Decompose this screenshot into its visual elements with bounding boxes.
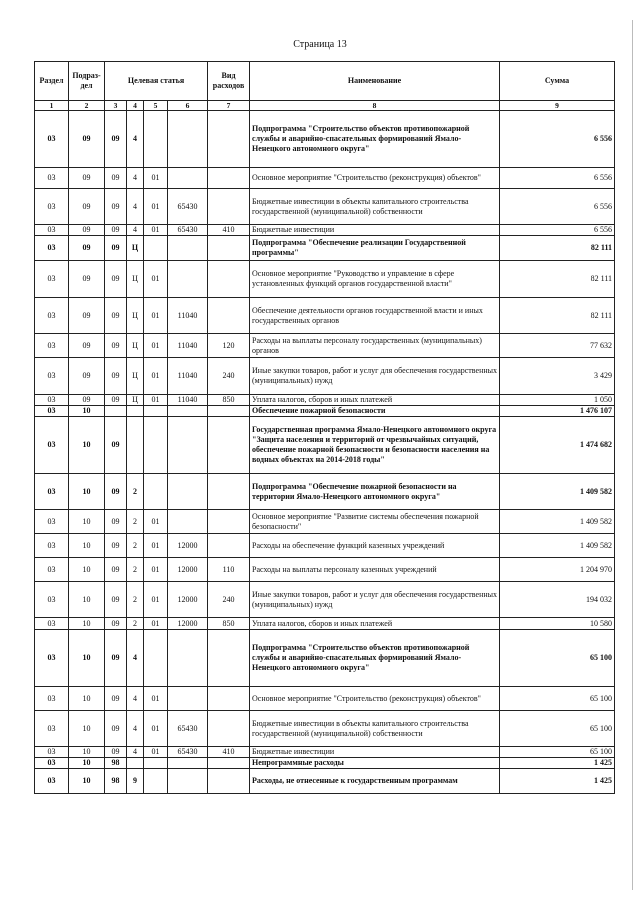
row-name-cell: Основное мероприятие "Развитие системы обеспечения пожарной безопасности"	[250, 510, 500, 534]
row-subsection-cell: 09	[69, 298, 105, 334]
row-section-cell: 03	[35, 334, 69, 358]
row-target-code-4: 12000	[168, 558, 208, 582]
row-target-code-4: 65430	[168, 747, 208, 758]
row-target-code-3	[144, 406, 168, 417]
row-section-cell: 03	[35, 758, 69, 769]
row-sum-cell: 6 556	[500, 189, 615, 225]
row-target-code-3: 01	[144, 358, 168, 395]
table-row	[35, 189, 615, 225]
table-row	[35, 558, 615, 582]
row-name-cell: Основное мероприятие "Строительство (реконструкция) объектов"	[250, 168, 500, 189]
row-expense-type-cell	[208, 758, 250, 769]
table-row	[35, 417, 615, 474]
row-name-cell: Расходы на выплаты персоналу государственных (муниципальных) органов	[250, 334, 500, 358]
column-number: 3	[105, 101, 127, 111]
column-number: 2	[69, 101, 105, 111]
column-number: 6	[168, 101, 208, 111]
row-target-code-2: 2	[127, 558, 144, 582]
table-row	[35, 687, 615, 711]
row-section-cell: 03	[35, 618, 69, 630]
header-name: Наименование	[250, 62, 500, 101]
row-target-code-1: 09	[105, 534, 127, 558]
row-name-cell: Основное мероприятие "Руководство и управление в сфере установленных функций органов государственной власти"	[250, 261, 500, 298]
row-sum-cell: 65 100	[500, 747, 615, 758]
row-target-code-2: Ц	[127, 261, 144, 298]
row-sum-cell: 6 556	[500, 168, 615, 189]
row-target-code-2	[127, 406, 144, 417]
table-row	[35, 236, 615, 261]
row-name-cell: Иные закупки товаров, работ и услуг для обеспечения государственных (муниципальных) нужд	[250, 358, 500, 395]
row-target-code-3	[144, 417, 168, 474]
row-subsection-cell: 10	[69, 687, 105, 711]
row-sum-cell: 1 409 582	[500, 474, 615, 510]
row-target-code-3	[144, 630, 168, 687]
row-target-code-4: 11040	[168, 298, 208, 334]
row-sum-cell: 1 476 107	[500, 406, 615, 417]
table-row	[35, 534, 615, 558]
row-subsection-cell: 10	[69, 618, 105, 630]
row-target-code-3: 01	[144, 711, 168, 747]
table-row	[35, 261, 615, 298]
scan-edge-line	[632, 20, 633, 890]
row-name-cell: Бюджетные инвестиции	[250, 747, 500, 758]
row-name-cell: Государственная программа Ямало-Ненецкого автономного округа "Защита населения и территорий от чрезвычайных ситуаций, обеспечение пожарной безопасности и безопасности населения на водных объектах на 2014-2018 годы"	[250, 417, 500, 474]
row-section-cell: 03	[35, 769, 69, 794]
row-target-code-4	[168, 687, 208, 711]
table-row	[35, 406, 615, 417]
header-expense-type: Вид расходов	[208, 62, 250, 101]
row-target-code-2: Ц	[127, 298, 144, 334]
row-sum-cell: 3 429	[500, 358, 615, 395]
row-expense-type-cell	[208, 168, 250, 189]
row-expense-type-cell	[208, 711, 250, 747]
row-target-code-4	[168, 630, 208, 687]
row-target-code-4: 12000	[168, 618, 208, 630]
row-expense-type-cell	[208, 406, 250, 417]
table-row	[35, 358, 615, 395]
row-subsection-cell: 09	[69, 334, 105, 358]
table-row	[35, 711, 615, 747]
row-sum-cell: 10 580	[500, 618, 615, 630]
row-target-code-3	[144, 769, 168, 794]
row-target-code-1: 98	[105, 758, 127, 769]
row-sum-cell: 82 111	[500, 261, 615, 298]
row-target-code-4	[168, 417, 208, 474]
column-number: 1	[35, 101, 69, 111]
row-expense-type-cell: 410	[208, 747, 250, 758]
table-row	[35, 618, 615, 630]
table-row	[35, 510, 615, 534]
row-sum-cell: 1 425	[500, 769, 615, 794]
row-target-code-4: 65430	[168, 189, 208, 225]
row-expense-type-cell	[208, 510, 250, 534]
row-subsection-cell: 10	[69, 758, 105, 769]
row-target-code-1: 98	[105, 769, 127, 794]
row-sum-cell: 65 100	[500, 630, 615, 687]
row-target-code-3	[144, 236, 168, 261]
row-sum-cell: 1 409 582	[500, 534, 615, 558]
row-target-code-2: Ц	[127, 236, 144, 261]
row-target-code-4	[168, 758, 208, 769]
row-expense-type-cell	[208, 687, 250, 711]
row-subsection-cell: 10	[69, 630, 105, 687]
row-expense-type-cell	[208, 189, 250, 225]
row-name-cell: Бюджетные инвестиции в объекты капитального строительства государственной (муниципальной) собственности	[250, 711, 500, 747]
row-sum-cell: 194 032	[500, 582, 615, 618]
row-sum-cell: 82 111	[500, 298, 615, 334]
row-expense-type-cell: 240	[208, 358, 250, 395]
column-number: 9	[500, 101, 615, 111]
row-target-code-2: 4	[127, 189, 144, 225]
table-body	[35, 111, 615, 794]
row-name-cell: Подпрограмма "Строительство объектов противопожарной службы и аварийно-спасательных формирований Ямало-Ненецкого автономного округа"	[250, 111, 500, 168]
row-section-cell: 03	[35, 395, 69, 406]
row-section-cell: 03	[35, 417, 69, 474]
row-target-code-1: 09	[105, 168, 127, 189]
row-target-code-2: 4	[127, 630, 144, 687]
row-expense-type-cell	[208, 534, 250, 558]
row-sum-cell: 1 474 682	[500, 417, 615, 474]
row-target-code-3: 01	[144, 189, 168, 225]
row-target-code-1: 09	[105, 261, 127, 298]
row-target-code-1: 09	[105, 582, 127, 618]
row-section-cell: 03	[35, 510, 69, 534]
row-target-code-1: 09	[105, 474, 127, 510]
row-target-code-3: 01	[144, 261, 168, 298]
row-sum-cell: 6 556	[500, 225, 615, 236]
row-name-cell: Подпрограмма "Обеспечение пожарной безопасности на территории Ямало-Ненецкого автономного округа"	[250, 474, 500, 510]
row-target-code-1: 09	[105, 558, 127, 582]
row-target-code-1: 09	[105, 711, 127, 747]
row-target-code-1: 09	[105, 334, 127, 358]
row-section-cell: 03	[35, 225, 69, 236]
row-target-code-4: 65430	[168, 225, 208, 236]
row-target-code-3: 01	[144, 298, 168, 334]
row-target-code-4: 12000	[168, 534, 208, 558]
table-row	[35, 111, 615, 168]
table-row	[35, 758, 615, 769]
row-target-code-2: 2	[127, 510, 144, 534]
table-header-row	[35, 62, 615, 101]
row-target-code-2: 9	[127, 769, 144, 794]
row-expense-type-cell: 120	[208, 334, 250, 358]
row-target-code-4	[168, 168, 208, 189]
row-expense-type-cell	[208, 261, 250, 298]
row-name-cell: Расходы на обеспечение функций казенных учреждений	[250, 534, 500, 558]
row-target-code-1: 09	[105, 687, 127, 711]
row-target-code-3	[144, 474, 168, 510]
row-sum-cell: 1 050	[500, 395, 615, 406]
table-row	[35, 168, 615, 189]
row-expense-type-cell	[208, 417, 250, 474]
row-subsection-cell: 09	[69, 261, 105, 298]
row-target-code-1: 09	[105, 189, 127, 225]
row-target-code-3: 01	[144, 582, 168, 618]
row-sum-cell: 1 409 582	[500, 510, 615, 534]
row-target-code-2: 4	[127, 711, 144, 747]
row-subsection-cell: 10	[69, 747, 105, 758]
row-section-cell: 03	[35, 534, 69, 558]
column-number: 4	[127, 101, 144, 111]
column-number: 8	[250, 101, 500, 111]
row-target-code-4	[168, 236, 208, 261]
row-target-code-1: 09	[105, 358, 127, 395]
table-row	[35, 225, 615, 236]
row-name-cell: Основное мероприятие "Строительство (реконструкция) объектов"	[250, 687, 500, 711]
row-section-cell: 03	[35, 687, 69, 711]
table-row	[35, 474, 615, 510]
row-section-cell: 03	[35, 236, 69, 261]
row-target-code-2: 4	[127, 111, 144, 168]
row-sum-cell: 1 204 970	[500, 558, 615, 582]
row-subsection-cell: 10	[69, 474, 105, 510]
row-section-cell: 03	[35, 711, 69, 747]
row-sum-cell: 82 111	[500, 236, 615, 261]
row-sum-cell: 65 100	[500, 711, 615, 747]
row-name-cell: Обеспечение пожарной безопасности	[250, 406, 500, 417]
row-subsection-cell: 10	[69, 406, 105, 417]
row-section-cell: 03	[35, 261, 69, 298]
row-target-code-3: 01	[144, 334, 168, 358]
row-sum-cell: 6 556	[500, 111, 615, 168]
row-target-code-3	[144, 111, 168, 168]
row-target-code-2: 2	[127, 582, 144, 618]
column-number: 5	[144, 101, 168, 111]
row-target-code-3: 01	[144, 395, 168, 406]
row-expense-type-cell	[208, 111, 250, 168]
header-target-article: Целевая статья	[105, 62, 208, 101]
row-target-code-4	[168, 111, 208, 168]
row-expense-type-cell: 240	[208, 582, 250, 618]
row-target-code-2: Ц	[127, 358, 144, 395]
table-row	[35, 769, 615, 794]
page-number-label: Страница 13	[293, 39, 347, 50]
row-name-cell: Бюджетные инвестиции в объекты капитального строительства государственной (муниципальной) собственности	[250, 189, 500, 225]
row-target-code-4	[168, 769, 208, 794]
row-target-code-1: 09	[105, 630, 127, 687]
table-row	[35, 747, 615, 758]
row-target-code-1: 09	[105, 417, 127, 474]
row-sum-cell: 77 632	[500, 334, 615, 358]
row-target-code-4: 11040	[168, 395, 208, 406]
row-subsection-cell: 10	[69, 582, 105, 618]
row-sum-cell: 65 100	[500, 687, 615, 711]
row-section-cell: 03	[35, 168, 69, 189]
row-subsection-cell: 09	[69, 395, 105, 406]
row-subsection-cell: 10	[69, 510, 105, 534]
row-subsection-cell: 09	[69, 358, 105, 395]
row-target-code-2: 2	[127, 474, 144, 510]
header-section: Раздел	[35, 62, 69, 101]
row-target-code-3: 01	[144, 225, 168, 236]
row-subsection-cell: 10	[69, 534, 105, 558]
row-subsection-cell: 09	[69, 168, 105, 189]
row-target-code-2: 4	[127, 168, 144, 189]
row-subsection-cell: 09	[69, 111, 105, 168]
row-target-code-3: 01	[144, 687, 168, 711]
table-row	[35, 298, 615, 334]
row-sum-cell: 1 425	[500, 758, 615, 769]
table-row	[35, 395, 615, 406]
column-number-row	[35, 101, 615, 111]
row-expense-type-cell	[208, 630, 250, 687]
row-target-code-1: 09	[105, 298, 127, 334]
row-section-cell: 03	[35, 747, 69, 758]
row-target-code-2: Ц	[127, 334, 144, 358]
row-expense-type-cell	[208, 474, 250, 510]
row-section-cell: 03	[35, 582, 69, 618]
row-subsection-cell: 09	[69, 225, 105, 236]
row-section-cell: 03	[35, 558, 69, 582]
row-name-cell: Непрограммные расходы	[250, 758, 500, 769]
row-target-code-3: 01	[144, 534, 168, 558]
row-name-cell: Уплата налогов, сборов и иных платежей	[250, 395, 500, 406]
row-target-code-4: 11040	[168, 334, 208, 358]
row-target-code-2: 2	[127, 534, 144, 558]
row-target-code-4: 12000	[168, 582, 208, 618]
row-target-code-4	[168, 406, 208, 417]
row-name-cell: Расходы, не отнесенные к государственным программам	[250, 769, 500, 794]
row-name-cell: Подпрограмма "Обеспечение реализации Государственной программы"	[250, 236, 500, 261]
row-target-code-1: 09	[105, 111, 127, 168]
budget-table	[34, 61, 615, 794]
row-section-cell: 03	[35, 474, 69, 510]
row-target-code-4	[168, 510, 208, 534]
row-target-code-4	[168, 261, 208, 298]
row-target-code-3: 01	[144, 558, 168, 582]
header-sum: Сумма	[500, 62, 615, 101]
row-target-code-3: 01	[144, 618, 168, 630]
row-subsection-cell: 10	[69, 711, 105, 747]
row-section-cell: 03	[35, 630, 69, 687]
row-section-cell: 03	[35, 406, 69, 417]
row-expense-type-cell: 410	[208, 225, 250, 236]
row-name-cell: Бюджетные инвестиции	[250, 225, 500, 236]
row-subsection-cell: 09	[69, 189, 105, 225]
row-target-code-4: 11040	[168, 358, 208, 395]
row-subsection-cell: 10	[69, 769, 105, 794]
table-row	[35, 582, 615, 618]
column-number: 7	[208, 101, 250, 111]
row-subsection-cell: 09	[69, 236, 105, 261]
row-name-cell: Иные закупки товаров, работ и услуг для обеспечения государственных (муниципальных) нужд	[250, 582, 500, 618]
row-name-cell: Подпрограмма "Строительство объектов противопожарной службы и аварийно-спасательных формирований Ямало-Ненецкого автономного округа"	[250, 630, 500, 687]
row-target-code-1	[105, 406, 127, 417]
row-subsection-cell: 10	[69, 558, 105, 582]
row-target-code-3	[144, 758, 168, 769]
row-name-cell: Расходы на выплаты персоналу казенных учреждений	[250, 558, 500, 582]
row-expense-type-cell: 110	[208, 558, 250, 582]
row-name-cell: Обеспечение деятельности органов государственной власти и иных государственных органов	[250, 298, 500, 334]
row-expense-type-cell	[208, 769, 250, 794]
table-row	[35, 630, 615, 687]
row-section-cell: 03	[35, 111, 69, 168]
row-subsection-cell: 10	[69, 417, 105, 474]
row-target-code-2	[127, 417, 144, 474]
row-expense-type-cell	[208, 298, 250, 334]
row-target-code-2: 2	[127, 618, 144, 630]
row-section-cell: 03	[35, 358, 69, 395]
row-target-code-3: 01	[144, 747, 168, 758]
row-expense-type-cell: 850	[208, 395, 250, 406]
row-target-code-2: Ц	[127, 395, 144, 406]
header-subsection: Подраз-дел	[69, 62, 105, 101]
row-target-code-1: 09	[105, 225, 127, 236]
table-row	[35, 334, 615, 358]
row-target-code-4	[168, 474, 208, 510]
row-target-code-2	[127, 758, 144, 769]
row-target-code-1: 09	[105, 747, 127, 758]
row-target-code-1: 09	[105, 395, 127, 406]
row-expense-type-cell	[208, 236, 250, 261]
row-target-code-1: 09	[105, 618, 127, 630]
row-target-code-3: 01	[144, 510, 168, 534]
row-section-cell: 03	[35, 189, 69, 225]
row-target-code-2: 4	[127, 747, 144, 758]
row-section-cell: 03	[35, 298, 69, 334]
row-target-code-1: 09	[105, 510, 127, 534]
row-name-cell: Уплата налогов, сборов и иных платежей	[250, 618, 500, 630]
row-target-code-2: 4	[127, 225, 144, 236]
row-target-code-3: 01	[144, 168, 168, 189]
row-expense-type-cell: 850	[208, 618, 250, 630]
row-target-code-1: 09	[105, 236, 127, 261]
row-target-code-4: 65430	[168, 711, 208, 747]
row-target-code-2: 4	[127, 687, 144, 711]
